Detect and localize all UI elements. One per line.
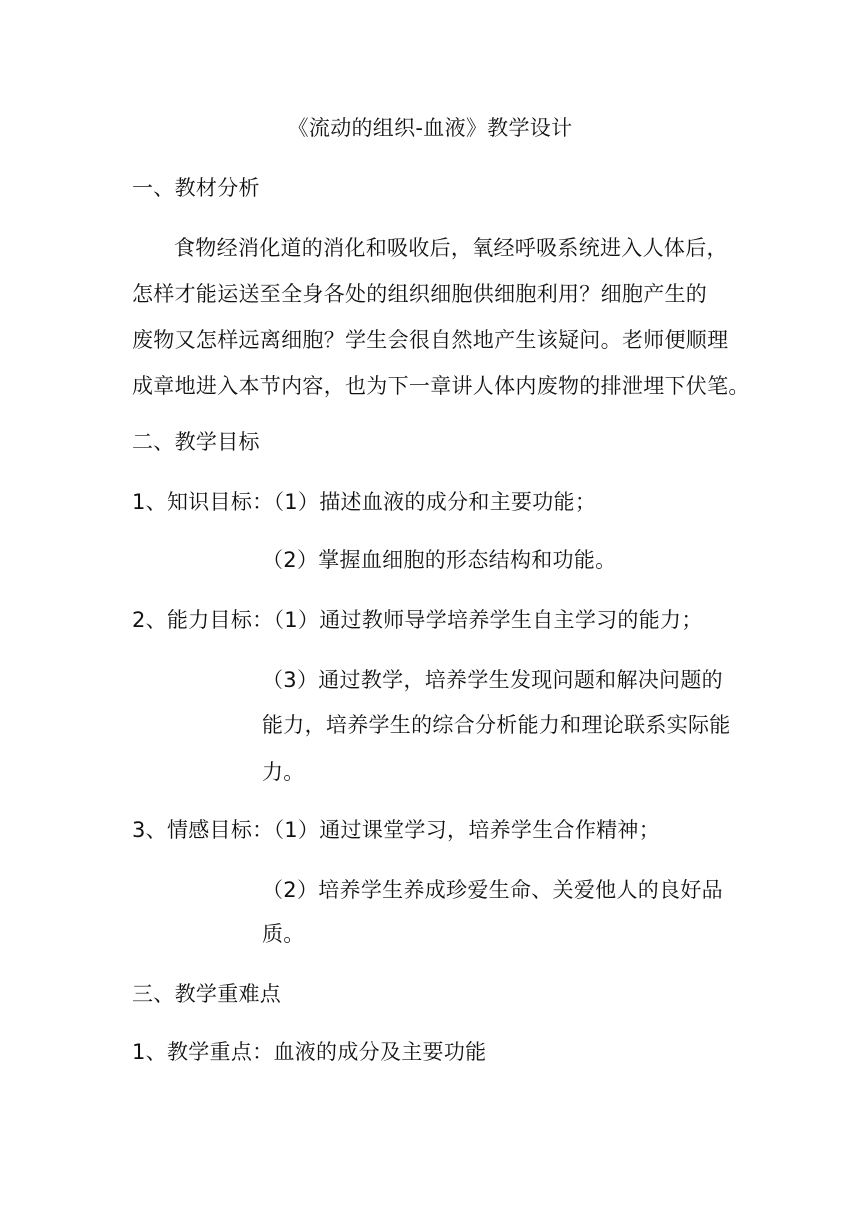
knowledge-goal-line-2: （2）掌握血细胞的形态结构和功能。 [262,548,617,572]
emotion-goal-line-3: 质。 [262,922,305,946]
paragraph-line-1: 食物经消化道的消化和吸收后，氧经呼吸系统进入人体后， [174,236,728,260]
paragraph-line-2: 怎样才能运送至全身各处的组织细胞供细胞利用？细胞产生的 [132,282,708,306]
section-heading-key-difficult-points: 三、教学重难点 [132,982,282,1006]
knowledge-goal-line-1: 1、知识目标：（1）描述血液的成分和主要功能； [132,490,597,514]
emotion-goal-line-2: （2）培养学生养成珍爱生命、关爱他人的良好品 [262,878,723,902]
document-title: 《流动的组织-血液》教学设计 [287,116,573,140]
paragraph-line-4: 成章地进入本节内容，也为下一章讲人体内废物的排泄埋下伏笔。 [132,374,750,398]
ability-goal-line-3: 能力，培养学生的综合分析能力和理论联系实际能 [262,713,731,737]
section-heading-teaching-goals: 二、教学目标 [132,430,260,454]
ability-goal-line-4: 力。 [262,760,305,784]
section-heading-textbook-analysis: 一、教材分析 [132,176,260,200]
ability-goal-line-1: 2、能力目标：（1）通过教师导学培养学生自主学习的能力； [132,608,703,632]
paragraph-line-3: 废物又怎样远离细胞？学生会很自然地产生该疑问。老师便顺理 [132,328,729,352]
ability-goal-line-2: （3）通过教学，培养学生发现问题和解决问题的 [262,668,723,692]
emotion-goal-line-1: 3、情感目标：（1）通过课堂学习，培养学生合作精神； [132,818,661,842]
teaching-key-point: 1、教学重点：血液的成分及主要功能 [132,1040,487,1064]
